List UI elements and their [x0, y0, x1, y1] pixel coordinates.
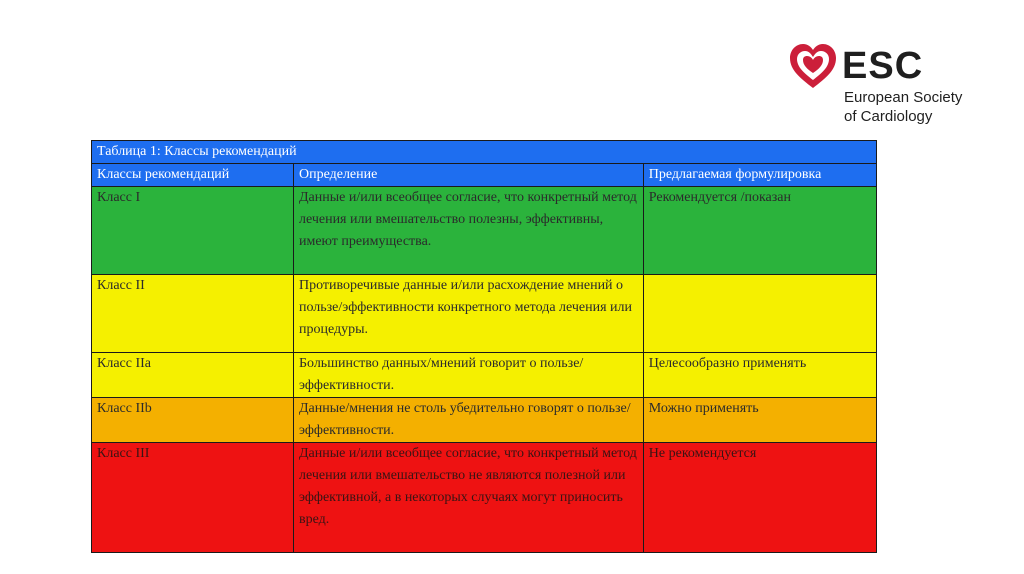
table-row-class-iia — [92, 353, 877, 398]
cell-definition: Большинство данных/мнений говорит о пользе/ эффективности. — [293, 353, 643, 398]
header-wording: Предлагаемая формулировка — [643, 164, 876, 187]
logo-organization-name — [844, 88, 962, 126]
cell-class: Класс I — [92, 187, 294, 275]
cell-definition: Данные и/или всеобщее согласие, что конкретный метод лечения или вмешательство не являются полезной или эффективной, а в некоторых случаях могут приносить вред. — [293, 443, 643, 553]
table-title-row — [92, 141, 877, 164]
table-row-class-ii — [92, 275, 877, 353]
cell-class: Класс II — [92, 275, 294, 353]
logo-name-line1: European Society — [844, 89, 963, 106]
table-row-class-iii — [92, 443, 877, 553]
header-class: Классы рекомендаций — [92, 164, 294, 187]
cell-wording: Можно применять — [643, 398, 876, 443]
heart-logo-icon — [788, 42, 838, 92]
cell-class: Класс III — [92, 443, 294, 553]
cell-definition: Противоречивые данные и/или расхождение мнений о пользе/эффективности конкретного метода лечения или процедуры. — [293, 275, 643, 353]
cell-wording: Не рекомендуется — [643, 443, 876, 553]
header-definition: Определение — [293, 164, 643, 187]
cell-class: Класс IIa — [92, 353, 294, 398]
recommendation-classes-table — [91, 140, 877, 553]
cell-wording: Рекомендуется /показан — [643, 187, 876, 275]
cell-definition: Данные и/или всеобщее согласие, что конкретный метод лечения или вмешательство полезны, эффективны, имеют преимущества. — [293, 187, 643, 275]
table-header-row — [92, 164, 877, 187]
cell-wording — [643, 275, 876, 353]
table-title: Таблица 1: Классы рекомендаций — [92, 141, 877, 164]
cell-definition: Данные/мнения не столь убедительно говорят о пользе/эффективности. — [293, 398, 643, 443]
logo-acronym: ESC — [842, 45, 924, 87]
cell-wording: Целесообразно применять — [643, 353, 876, 398]
table-row-class-iib — [92, 398, 877, 443]
logo-name-line2: of Cardiology — [844, 108, 933, 125]
cell-class: Класс IIb — [92, 398, 294, 443]
table-row-class-i — [92, 187, 877, 275]
esc-logo — [788, 42, 988, 128]
